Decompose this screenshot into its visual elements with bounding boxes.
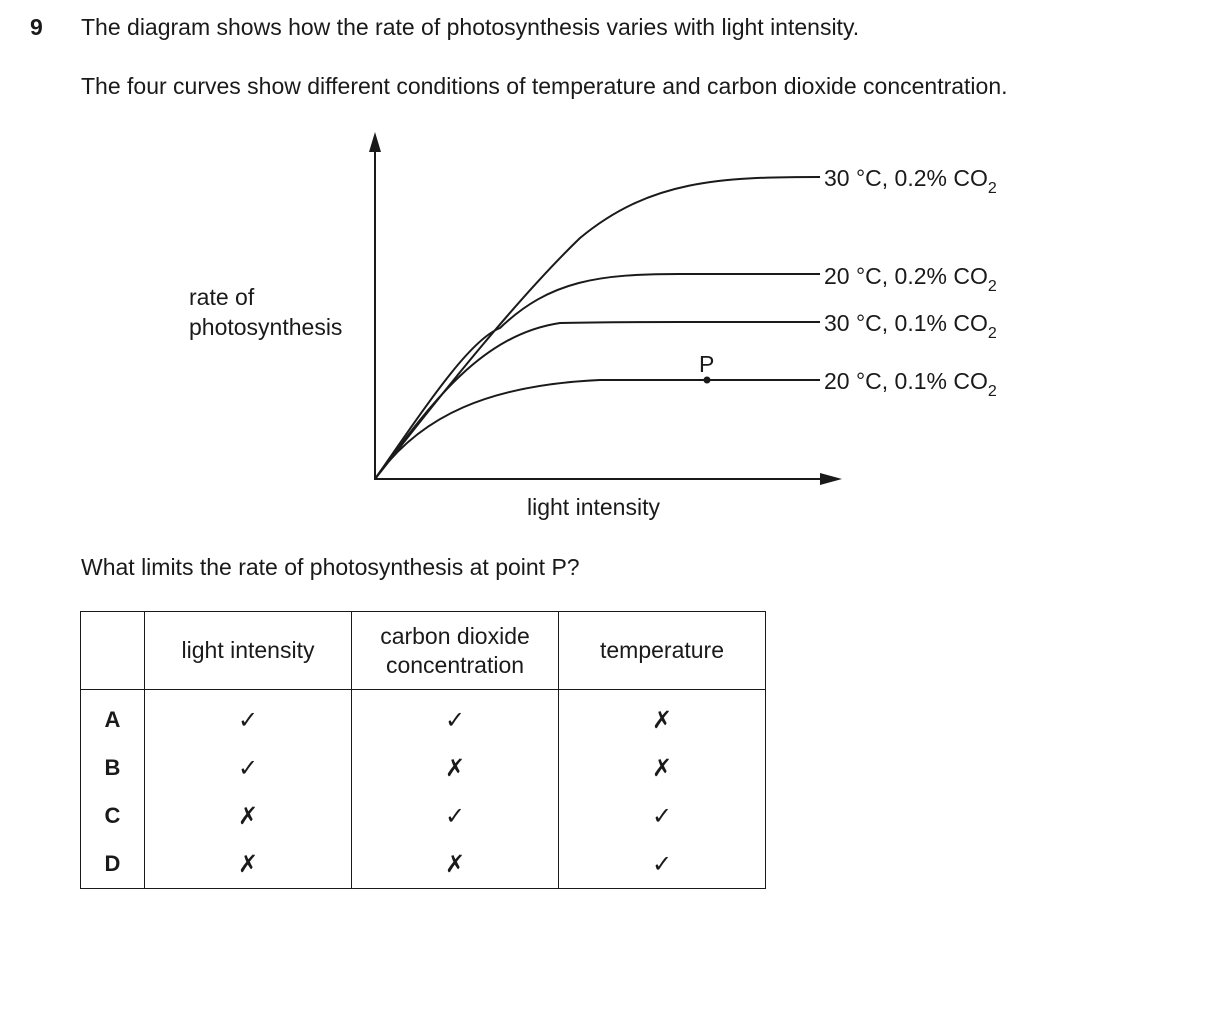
light-intensity-mark: ✓ bbox=[145, 690, 352, 745]
question-conditions-line: The four curves show different conditions of temperature and carbon dioxide concentration. bbox=[81, 73, 1008, 99]
point-p-label: P bbox=[699, 351, 715, 377]
question-intro-line: The diagram shows how the rate of photosynthesis varies with light intensity. bbox=[81, 14, 860, 40]
curve-20c-0-2-co2 bbox=[375, 274, 820, 479]
co2-mark: ✗ bbox=[352, 840, 559, 889]
temperature-mark: ✗ bbox=[559, 744, 766, 792]
temperature-mark: ✗ bbox=[559, 690, 766, 745]
co2-mark: ✗ bbox=[352, 744, 559, 792]
curve-label-20c-0-1: 20 °C, 0.1% $CO_2$ bbox=[824, 368, 997, 400]
header-co2-concentration bbox=[352, 612, 559, 690]
option-row-d[interactable] bbox=[81, 840, 766, 889]
option-letter: D bbox=[81, 840, 145, 889]
curve-30c-0-1-co2 bbox=[375, 322, 820, 479]
question-prompt: What limits the rate of photosynthesis at point P? bbox=[81, 554, 580, 580]
table-header-row bbox=[81, 612, 766, 690]
option-letter: A bbox=[81, 690, 145, 745]
point-p-marker bbox=[704, 377, 711, 384]
option-letter: B bbox=[81, 744, 145, 792]
co2-mark: ✓ bbox=[352, 690, 559, 745]
option-row-c[interactable] bbox=[81, 792, 766, 840]
y-axis-label-line2: photosynthesis bbox=[189, 314, 343, 340]
co2-mark: ✓ bbox=[352, 792, 559, 840]
header-temperature: temperature bbox=[559, 612, 766, 690]
curve-30c-0-2-co2 bbox=[375, 177, 820, 479]
x-axis-arrow bbox=[820, 473, 842, 485]
question-number: 9 bbox=[30, 14, 43, 40]
curve-label-30c-0-1: 30 °C, 0.1% $CO_2$ bbox=[824, 310, 997, 342]
y-axis-arrow bbox=[369, 132, 381, 152]
header-light-intensity: light intensity bbox=[145, 612, 352, 690]
temperature-mark: ✓ bbox=[559, 840, 766, 889]
curve-label-30c-0-2: 30 °C, 0.2% $CO_2$ bbox=[824, 165, 997, 197]
temperature-mark: ✓ bbox=[559, 792, 766, 840]
option-row-b[interactable] bbox=[81, 744, 766, 792]
header-co2-line1: carbon dioxide bbox=[380, 622, 530, 649]
option-letter: C bbox=[81, 792, 145, 840]
light-intensity-mark: ✗ bbox=[145, 792, 352, 840]
answer-options-table bbox=[80, 611, 766, 889]
option-row-a[interactable] bbox=[81, 690, 766, 745]
curve-label-20c-0-2: 20 °C, 0.2% $CO_2$ bbox=[824, 263, 997, 295]
header-blank bbox=[81, 612, 145, 690]
header-co2-line2: concentration bbox=[385, 651, 525, 678]
x-axis-label: light intensity bbox=[527, 494, 660, 520]
light-intensity-mark: ✓ bbox=[145, 744, 352, 792]
light-intensity-mark: ✗ bbox=[145, 840, 352, 889]
y-axis-label-line1: rate of bbox=[189, 284, 255, 310]
